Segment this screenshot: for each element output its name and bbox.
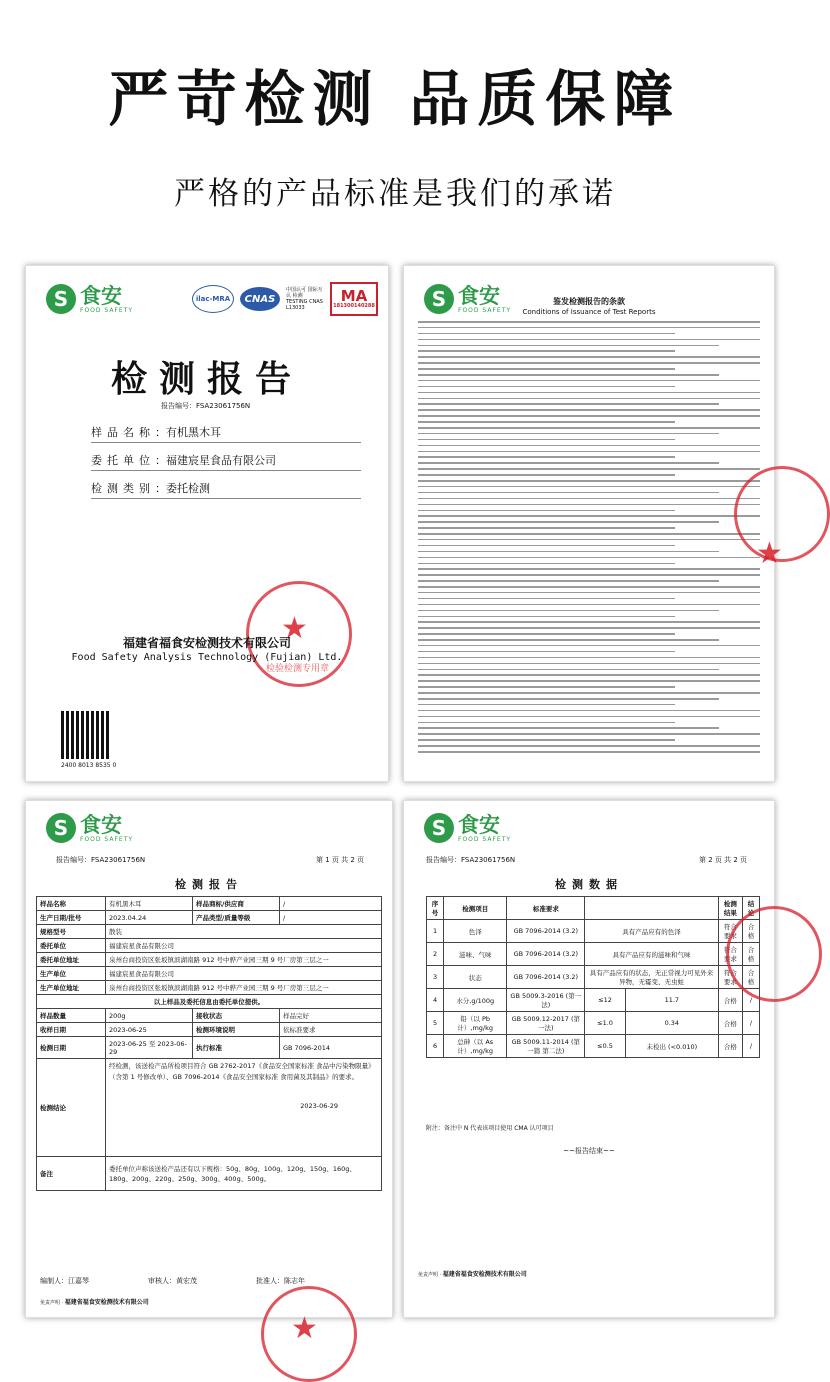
cma-label: MA bbox=[340, 287, 368, 305]
table-cell: 生产单位地址 bbox=[37, 981, 106, 995]
table-cell: 色泽 bbox=[444, 920, 507, 943]
table-cell: GB 7096-2014 bbox=[280, 1037, 382, 1059]
col-header: 序号 bbox=[427, 897, 444, 920]
table-cell: 福建宸星食品有限公司 bbox=[106, 967, 382, 981]
table-cell: 水分,g/100g bbox=[444, 989, 507, 1012]
table-cell: 合格 bbox=[742, 943, 759, 966]
table-row bbox=[37, 1157, 382, 1191]
table-cell: / bbox=[742, 989, 759, 1012]
table-cell: / bbox=[742, 1035, 759, 1058]
table-cell: 2 bbox=[427, 943, 444, 966]
table-cell: 生产单位 bbox=[37, 967, 106, 981]
test-data-table bbox=[426, 896, 760, 1058]
conditions-text-block bbox=[418, 321, 760, 757]
table-row bbox=[427, 966, 760, 989]
table-cell: 产品类型/质量等级 bbox=[193, 911, 280, 925]
table-cell: 委托单位地址 bbox=[37, 953, 106, 967]
table-row bbox=[37, 1009, 382, 1023]
col-header: 结论 bbox=[742, 897, 759, 920]
logo-badge-icon: S bbox=[46, 284, 76, 314]
stamp-text: 检验检测专用章 bbox=[266, 664, 330, 674]
report-number: 报告编号：FSA23061756N bbox=[161, 402, 251, 410]
table-cell: 4 bbox=[427, 989, 444, 1012]
food-safety-logo bbox=[46, 284, 133, 314]
table-cell: 有机黑木耳 bbox=[106, 897, 193, 911]
field-sample-name: 样品名称：有机黑木耳 bbox=[91, 424, 361, 443]
logo-cn: 食安 bbox=[458, 812, 500, 837]
table-row bbox=[37, 1059, 382, 1157]
col-header: 检测结果 bbox=[718, 897, 742, 920]
table-cell: GB 7096-2014 (3.2) bbox=[507, 966, 585, 989]
table-cell: 泉州台商投资区张坂镇滨湖南路 912 号中骅产业园三期 9 号厂房第三层之一 bbox=[106, 953, 382, 967]
table-cell: 样品名称 bbox=[37, 897, 106, 911]
logo-cn: 食安 bbox=[80, 812, 122, 837]
table-cell: GB 7096-2014 (3.2) bbox=[507, 920, 585, 943]
table-cell: 检测环境说明 bbox=[193, 1023, 280, 1037]
table-cell: 生产日期/批号 bbox=[37, 911, 106, 925]
page1-page-number: 第 1 页 共 2 页 bbox=[316, 856, 365, 864]
footer-org: 福建省福食安检测技术有限公司 bbox=[64, 1299, 149, 1306]
qr-code-icon bbox=[61, 711, 109, 759]
field-value: 有机黑木耳 bbox=[166, 426, 221, 439]
table-cell: / bbox=[742, 1012, 759, 1035]
stamp-star-icon: ★ bbox=[756, 536, 783, 571]
disclaimer-label: 免责声明 bbox=[40, 1300, 61, 1306]
cma-number: 181300140288 bbox=[333, 303, 375, 309]
table-legend: 附注：备注中 N 代表该项目使用 CMA 认可项目 bbox=[426, 1125, 554, 1132]
report-conditions bbox=[403, 265, 783, 782]
table-row bbox=[37, 925, 382, 939]
table-row bbox=[37, 1023, 382, 1037]
table-cell: 规格型号 bbox=[37, 925, 106, 939]
table-cell: 合格 bbox=[718, 1012, 742, 1035]
org-name-en: Food Safety Analysis Technology (Fujian) Ltd. bbox=[71, 652, 343, 663]
conditions-title: 鉴发检测报告的条款 bbox=[553, 297, 625, 306]
signature-approver: 批准人：陈志年 bbox=[256, 1277, 305, 1285]
table-cell: 检测结论 bbox=[37, 1059, 106, 1157]
logo-en: FOOD SAFETY bbox=[458, 306, 512, 314]
official-stamp-partial bbox=[726, 906, 822, 1002]
logo-badge-icon: S bbox=[424, 813, 454, 843]
table-cell: 0.34 bbox=[625, 1012, 718, 1035]
field-label: 检测类别 bbox=[91, 482, 155, 495]
conclusion-date: 2023-06-29 bbox=[300, 1102, 338, 1110]
table-cell: GB 5009.3-2016 (第一法) bbox=[507, 989, 585, 1012]
table-cell: 合格 bbox=[742, 966, 759, 989]
table-cell: 合格 bbox=[718, 989, 742, 1012]
logo-badge-icon: S bbox=[46, 813, 76, 843]
table-cell: 2023-06-25 bbox=[106, 1023, 193, 1037]
page2-title: 检测数据 bbox=[555, 878, 623, 891]
table-cell: 2023-06-25 至 2023-06-29 bbox=[106, 1037, 193, 1059]
field-value: 福建宸星食品有限公司 bbox=[166, 454, 276, 467]
table-cell: GB 5009.11-2014 (第一篇 第二法) bbox=[507, 1035, 585, 1058]
table-cell: GB 5009.12-2017 (第一法) bbox=[507, 1012, 585, 1035]
table-row bbox=[37, 995, 382, 1009]
field-label: 样品名称 bbox=[91, 426, 155, 439]
report-cover bbox=[25, 265, 389, 782]
footer-org: 福建省福食安检测技术有限公司 bbox=[442, 1271, 527, 1278]
table-row bbox=[427, 1035, 760, 1058]
table-cell: / bbox=[280, 897, 382, 911]
logo-cn: 食安 bbox=[80, 283, 122, 308]
logo-en: FOOD SAFETY bbox=[458, 835, 512, 843]
conditions-subtitle: Conditions of Issuance of Test Reports bbox=[522, 308, 656, 316]
table-cell: / bbox=[280, 911, 382, 925]
page2-report-number: 报告编号：FSA23061756N bbox=[426, 856, 516, 864]
table-cell bbox=[106, 1059, 382, 1157]
page2-page-number: 第 2 页 共 2 页 bbox=[699, 856, 748, 864]
table-row bbox=[427, 920, 760, 943]
table-cell: 状态 bbox=[444, 966, 507, 989]
table-cell: ≤1.0 bbox=[585, 1012, 626, 1035]
logo-en: FOOD SAFETY bbox=[80, 306, 134, 314]
field-category: 检测类别：委托检测 bbox=[91, 480, 361, 499]
headline: 严苛检测 品质保障 bbox=[108, 65, 682, 135]
logo-cn: 食安 bbox=[458, 283, 500, 308]
table-cell: 2023.04.24 bbox=[106, 911, 193, 925]
table-row bbox=[427, 943, 760, 966]
table-cell: 11.7 bbox=[625, 989, 718, 1012]
table-cell: GB 7096-2014 (3.2) bbox=[507, 943, 585, 966]
logo-badge-icon: S bbox=[424, 284, 454, 314]
table-cell: 滋味、气味 bbox=[444, 943, 507, 966]
table-cell: 合格 bbox=[742, 920, 759, 943]
table-cell: 总砷（以 As 计）,mg/kg bbox=[444, 1035, 507, 1058]
table-cell: 泉州台商投资区张坂镇滨湖南路 912 号中骅产业园三期 9 号厂房第三层之一 bbox=[106, 981, 382, 995]
food-safety-logo bbox=[424, 813, 511, 843]
table-row bbox=[37, 1037, 382, 1059]
sample-info-table bbox=[36, 896, 382, 1191]
table-cell: ≤0.5 bbox=[585, 1035, 626, 1058]
disclaimer-label: 免责声明 bbox=[418, 1272, 439, 1278]
col-header bbox=[585, 897, 718, 920]
table-cell: 合格 bbox=[718, 1035, 742, 1058]
stamp-star-icon: ★ bbox=[281, 611, 308, 646]
table-cell: 5 bbox=[427, 1012, 444, 1035]
field-label: 委托单位 bbox=[91, 454, 155, 467]
table-cell: 检测日期 bbox=[37, 1037, 106, 1059]
qr-code-number: 2400 8013 8535 0 bbox=[61, 762, 117, 769]
table-cell: 具有产品应有的滋味和气味 bbox=[585, 943, 718, 966]
page1-report-number: 报告编号：FSA23061756N bbox=[56, 856, 146, 864]
table-header-row bbox=[427, 897, 760, 920]
accreditation-marks bbox=[192, 282, 378, 316]
table-cell: 样品数量 bbox=[37, 1009, 106, 1023]
table-cell: 铅（以 Pb 计）,mg/kg bbox=[444, 1012, 507, 1035]
cma-icon bbox=[330, 282, 378, 316]
table-row bbox=[37, 981, 382, 995]
table-cell: 未检出 (<0.010) bbox=[625, 1035, 718, 1058]
table-note: 以上样品及委托信息由委托单位提供。 bbox=[37, 995, 382, 1009]
table-row bbox=[37, 897, 382, 911]
table-cell: 1 bbox=[427, 920, 444, 943]
table-row bbox=[37, 967, 382, 981]
report-title: 检测报告 bbox=[110, 358, 303, 400]
table-cell: ≤12 bbox=[585, 989, 626, 1012]
table-cell: 符合要求 bbox=[718, 966, 742, 989]
table-cell: 委托单位 bbox=[37, 939, 106, 953]
field-client: 委托单位：福建宸星食品有限公司 bbox=[91, 452, 361, 471]
report-page-2 bbox=[403, 800, 775, 1318]
signature-compiler: 编制人：江嘉琴 bbox=[40, 1277, 89, 1285]
table-cell: 依标准要求 bbox=[280, 1023, 382, 1037]
table-cell: 3 bbox=[427, 966, 444, 989]
cnas-text: 中国认可 国际互认 检测 TESTING CNAS L13033 bbox=[286, 287, 323, 311]
signature-reviewer: 审核人：黄宏茂 bbox=[148, 1277, 197, 1285]
table-cell: 收样日期 bbox=[37, 1023, 106, 1037]
table-row bbox=[37, 953, 382, 967]
table-row bbox=[37, 911, 382, 925]
report-end-mark: ~~报告结束~~ bbox=[563, 1147, 615, 1155]
table-cell: 备注 bbox=[37, 1157, 106, 1191]
col-header: 标准要求 bbox=[507, 897, 585, 920]
table-row bbox=[427, 989, 760, 1012]
food-safety-logo bbox=[46, 813, 133, 843]
table-cell: 福建宸星食品有限公司 bbox=[106, 939, 382, 953]
table-row bbox=[37, 939, 382, 953]
table-cell: 接收状态 bbox=[193, 1009, 280, 1023]
table-cell: 样品商标/供应商 bbox=[193, 897, 280, 911]
col-header: 检测项目 bbox=[444, 897, 507, 920]
table-cell: 具有产品应有的状态，无正常视力可见外来异物，无霉变、无虫蛀 bbox=[585, 966, 718, 989]
table-cell: 散装 bbox=[106, 925, 382, 939]
conclusion-text: 经检测，该送检产品所检项目符合 GB 2762-2017《食品安全国家标准 食品中污染物限量》（含第 1 号修改单）、GB 7096-2014《食品安全国家标准 食用菌及其制品》的要求。 bbox=[109, 1062, 375, 1081]
subheadline: 严格的产品标准是我们的承诺 bbox=[174, 176, 616, 212]
field-value: 委托检测 bbox=[166, 482, 210, 495]
table-cell: 符合要求 bbox=[718, 943, 742, 966]
page1-title: 检测报告 bbox=[175, 878, 243, 891]
table-cell: 样品完好 bbox=[280, 1009, 382, 1023]
table-cell: 执行标准 bbox=[193, 1037, 280, 1059]
table-cell: 具有产品应有的色泽 bbox=[585, 920, 718, 943]
cnas-icon: CNAS bbox=[240, 287, 280, 311]
ilac-mra-icon: ilac-MRA bbox=[192, 285, 234, 313]
table-row bbox=[427, 1012, 760, 1035]
logo-en: FOOD SAFETY bbox=[80, 835, 134, 843]
table-cell: 200g bbox=[106, 1009, 193, 1023]
table-cell: 符合要求 bbox=[718, 920, 742, 943]
stamp-star-icon: ★ bbox=[291, 1311, 318, 1346]
footer: 免责声明 · 福建省福食安检测技术有限公司 bbox=[418, 1271, 527, 1278]
footer: 免责声明 · 福建省福食安检测技术有限公司 bbox=[40, 1299, 149, 1306]
org-name-cn: 福建省福食安检测技术有限公司 bbox=[122, 636, 291, 650]
table-cell: 6 bbox=[427, 1035, 444, 1058]
table-cell: 委托单位声称该送检产品还有以下规格：50g、80g、100g、120g、150g、160g、180g、200g、220g、250g、300g、400g、500g。 bbox=[106, 1157, 382, 1191]
report-page-1 bbox=[25, 800, 393, 1346]
